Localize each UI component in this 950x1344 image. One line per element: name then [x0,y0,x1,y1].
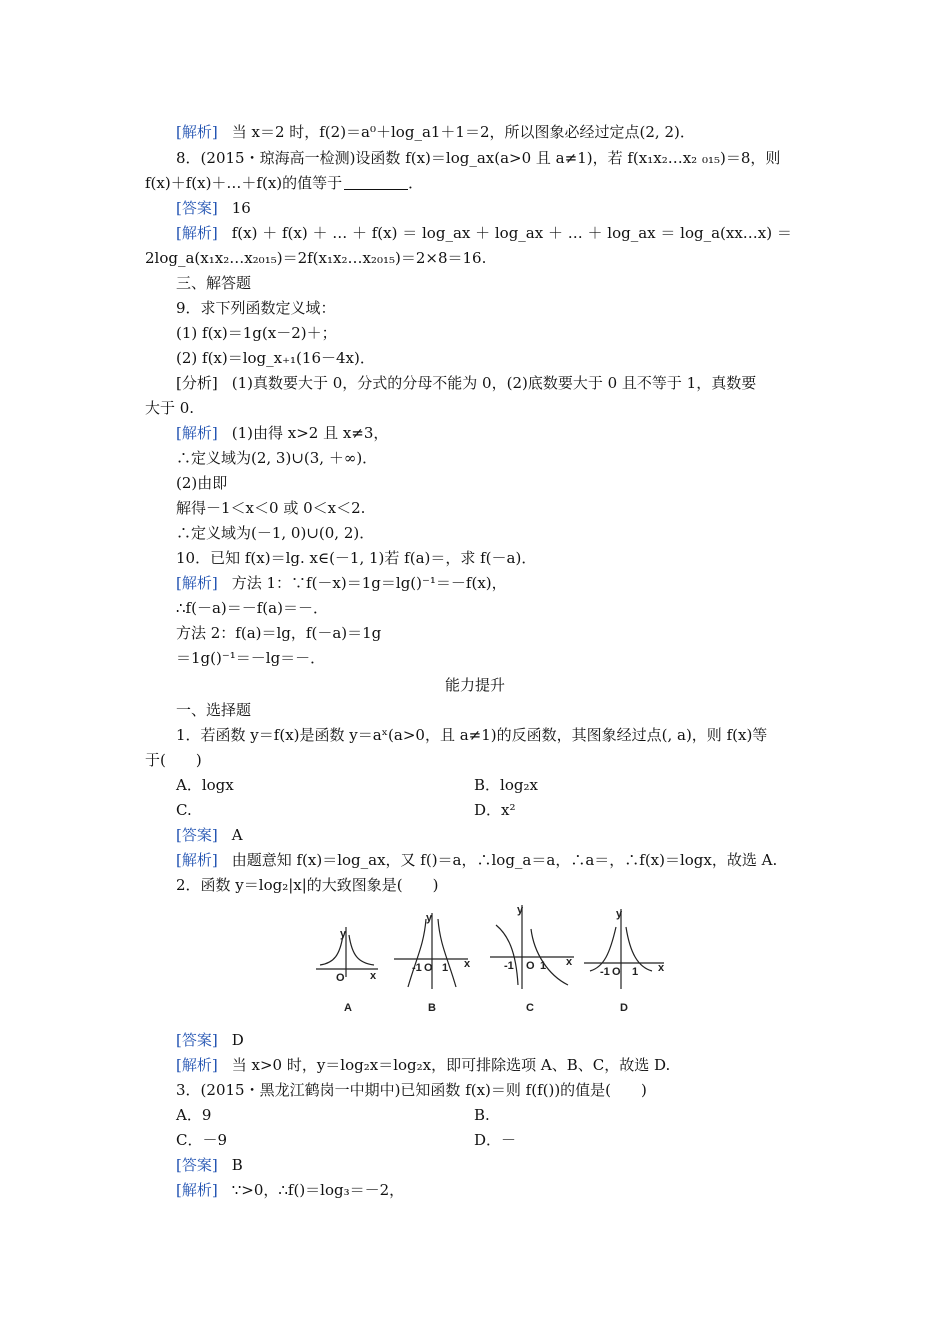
answer-2: [答案] D [176,1031,244,1049]
tag-analysis: [解析] [176,424,218,442]
options-ab-3 [176,1105,846,1125]
graph-b-label: B [428,1002,436,1014]
graph-d-tick-pos: 1 [632,966,639,978]
options-cd [176,800,846,820]
analysis-hint: [分析] (1)真数要大于 0，分式的分母不能为 0，(2)底数要大于 0 且不等于 1，真数要 [176,374,757,392]
analysis-10: [解析] 方法 1：∵f(－x)＝1g＝lg()⁻¹＝－f(x)， [176,574,507,592]
analysis-8: [解析] f(x) ＋ f(x) ＋ … ＋ f(x) ＝ log_ax ＋ log_ax ＋ … ＋ log_ax ＝ log_a(xx…x) ＝ [176,224,792,242]
line-16: 解得－1＜x＜0 或 0＜x＜2. [176,499,366,517]
graph-c-y-label: y [517,905,524,916]
line-20: ∴f(－a)＝－f(a)＝－． [176,599,328,617]
line-12: 大于 0. [145,399,195,417]
graph-b-curve-left [408,919,426,987]
graph-a-label: A [344,1002,352,1014]
graph-d-x-label: x [658,962,665,974]
graph-d-curve-right [626,927,652,971]
graph-b-tick-neg: -1 [412,962,422,974]
options-cd-3 [176,1130,846,1150]
question-9: 9．求下列函数定义域： [176,299,336,317]
graph-a-origin: O [336,972,345,984]
options-ab [176,775,846,795]
line-15: (2)由即 [176,474,228,492]
option-c: C．－9 [176,1131,228,1149]
tag-analysis: [解析] [176,851,218,869]
line-6: 2log_a(x₁x₂…x₂₀₁₅)＝2f(x₁x₂…x₂₀₁₅)＝2×8＝16. [145,249,487,267]
question-2: 2．函数 y＝log₂|x|的大致图象是( ) [176,876,439,894]
question-10: 10．已知 f(x)＝lg. x∈(－1, 1)若 f(a)＝，求 f(－a)． [176,549,537,567]
line-14: ∴定义域为(2, 3)∪(3, ＋∞)． [176,449,378,467]
graph-a-x-label: x [370,970,377,982]
question-8: 8．(2015・琼海高一检测)设函数 f(x)＝log_ax(a>0 且 a≠1)，若 f(x₁x₂…x₂ ₀₁₅)＝8，则 [176,149,781,167]
answer-8: [答案] 16 [176,199,251,217]
section-title: 能力提升 [444,676,505,694]
tag-analysis: [解析] [176,224,218,242]
answer-blank [344,175,408,190]
section-heading-3: 三、解答题 [176,274,252,292]
line-21: 方法 2：f(a)＝lg，f(－a)＝1g [176,624,382,642]
line-3: f(x)＋f(x)＋…＋f(x)的值等于 ． [145,174,424,192]
graph-c-tick-neg: -1 [504,960,514,972]
tag-hint: [分析] [176,374,218,392]
graph-d-label: D [620,1002,628,1014]
tag-answer: [答案] [176,1156,218,1174]
answer-1: [答案] A [176,826,243,844]
graph-b-x-label: x [464,958,471,970]
analysis-2: [解析] 当 x>0 时，y＝log₂x＝log₂x，即可排除选项 A、B、C，故选 D. [176,1056,671,1074]
graph-b-y-label: y [426,912,433,924]
graph-options-svg [312,905,672,1025]
tag-analysis: [解析] [176,123,218,141]
graph-b-tick-pos: 1 [442,962,449,974]
line-17: ∴定义域为(－1, 0)∪(0, 2)． [176,524,375,542]
option-b: B. [474,1106,490,1124]
question-3: 3．(2015・黑龙江鹤岗一中期中)已知函数 f(x)＝则 f(f())的值是( ) [176,1081,647,1099]
graph-c-curve-left [496,925,518,985]
line-10: (2) f(x)＝log_x₊₁(16－4x)． [176,349,375,367]
option-b: B．log₂x [474,776,538,794]
graph-d-tick-neg: -1 [600,966,610,978]
graph-c-label: C [526,1002,534,1014]
analysis-1: [解析] 由题意知 f(x)＝log_ax，又 f()＝a，∴log_a＝a，∴a＝，∴f(x)＝logx，故选 A. [176,851,778,869]
option-a: A．logx [176,776,234,794]
graph-d-y-label: y [616,908,623,920]
graph-c-origin: O [526,960,535,972]
line-1: [解析] 当 x＝2 时，f(2)＝a⁰＋log_a1＋1＝2，所以图象必经过定点(2, 2)． [176,123,695,141]
analysis-3: [解析] ∵>0，∴f()＝log₃＝－2， [176,1181,405,1199]
answer-3: [答案] B [176,1156,243,1174]
graph-b-curve-right [438,919,456,987]
option-c: C. [176,801,192,819]
section-heading-1: 一、选择题 [176,701,252,719]
tag-analysis: [解析] [176,1056,218,1074]
graph-a-curve-right [349,935,374,965]
graph-b-origin: O [424,962,433,974]
graph-c-x-label: x [566,956,573,968]
question-1: 1．若函数 y＝f(x)是函数 y＝aˣ(a>0，且 a≠1)的反函数，其图象经过点(, a)，则 f(x)等 [176,726,768,744]
tag-answer: [答案] [176,826,218,844]
tag-answer: [答案] [176,1031,218,1049]
tag-analysis: [解析] [176,1181,218,1199]
line-9: (1) f(x)＝1g(x－2)＋； [176,324,337,342]
graph-a-y-label: y [340,928,347,940]
graph-d-origin: O [612,966,621,978]
line-26: 于( ) [145,751,202,769]
option-a: A．9 [176,1106,212,1124]
option-d: D．－ [474,1131,517,1149]
graph-options-figure [312,905,672,1025]
option-d: D．x² [474,801,516,819]
tag-analysis: [解析] [176,574,218,592]
analysis-9: [解析] (1)由得 x>2 且 x≠3， [176,424,389,442]
graph-c-tick-pos: 1 [540,960,547,972]
graph-d-curve-left [590,927,616,971]
line-22: ＝1g()⁻¹＝－lg＝－． [176,649,326,667]
tag-answer: [答案] [176,199,218,217]
